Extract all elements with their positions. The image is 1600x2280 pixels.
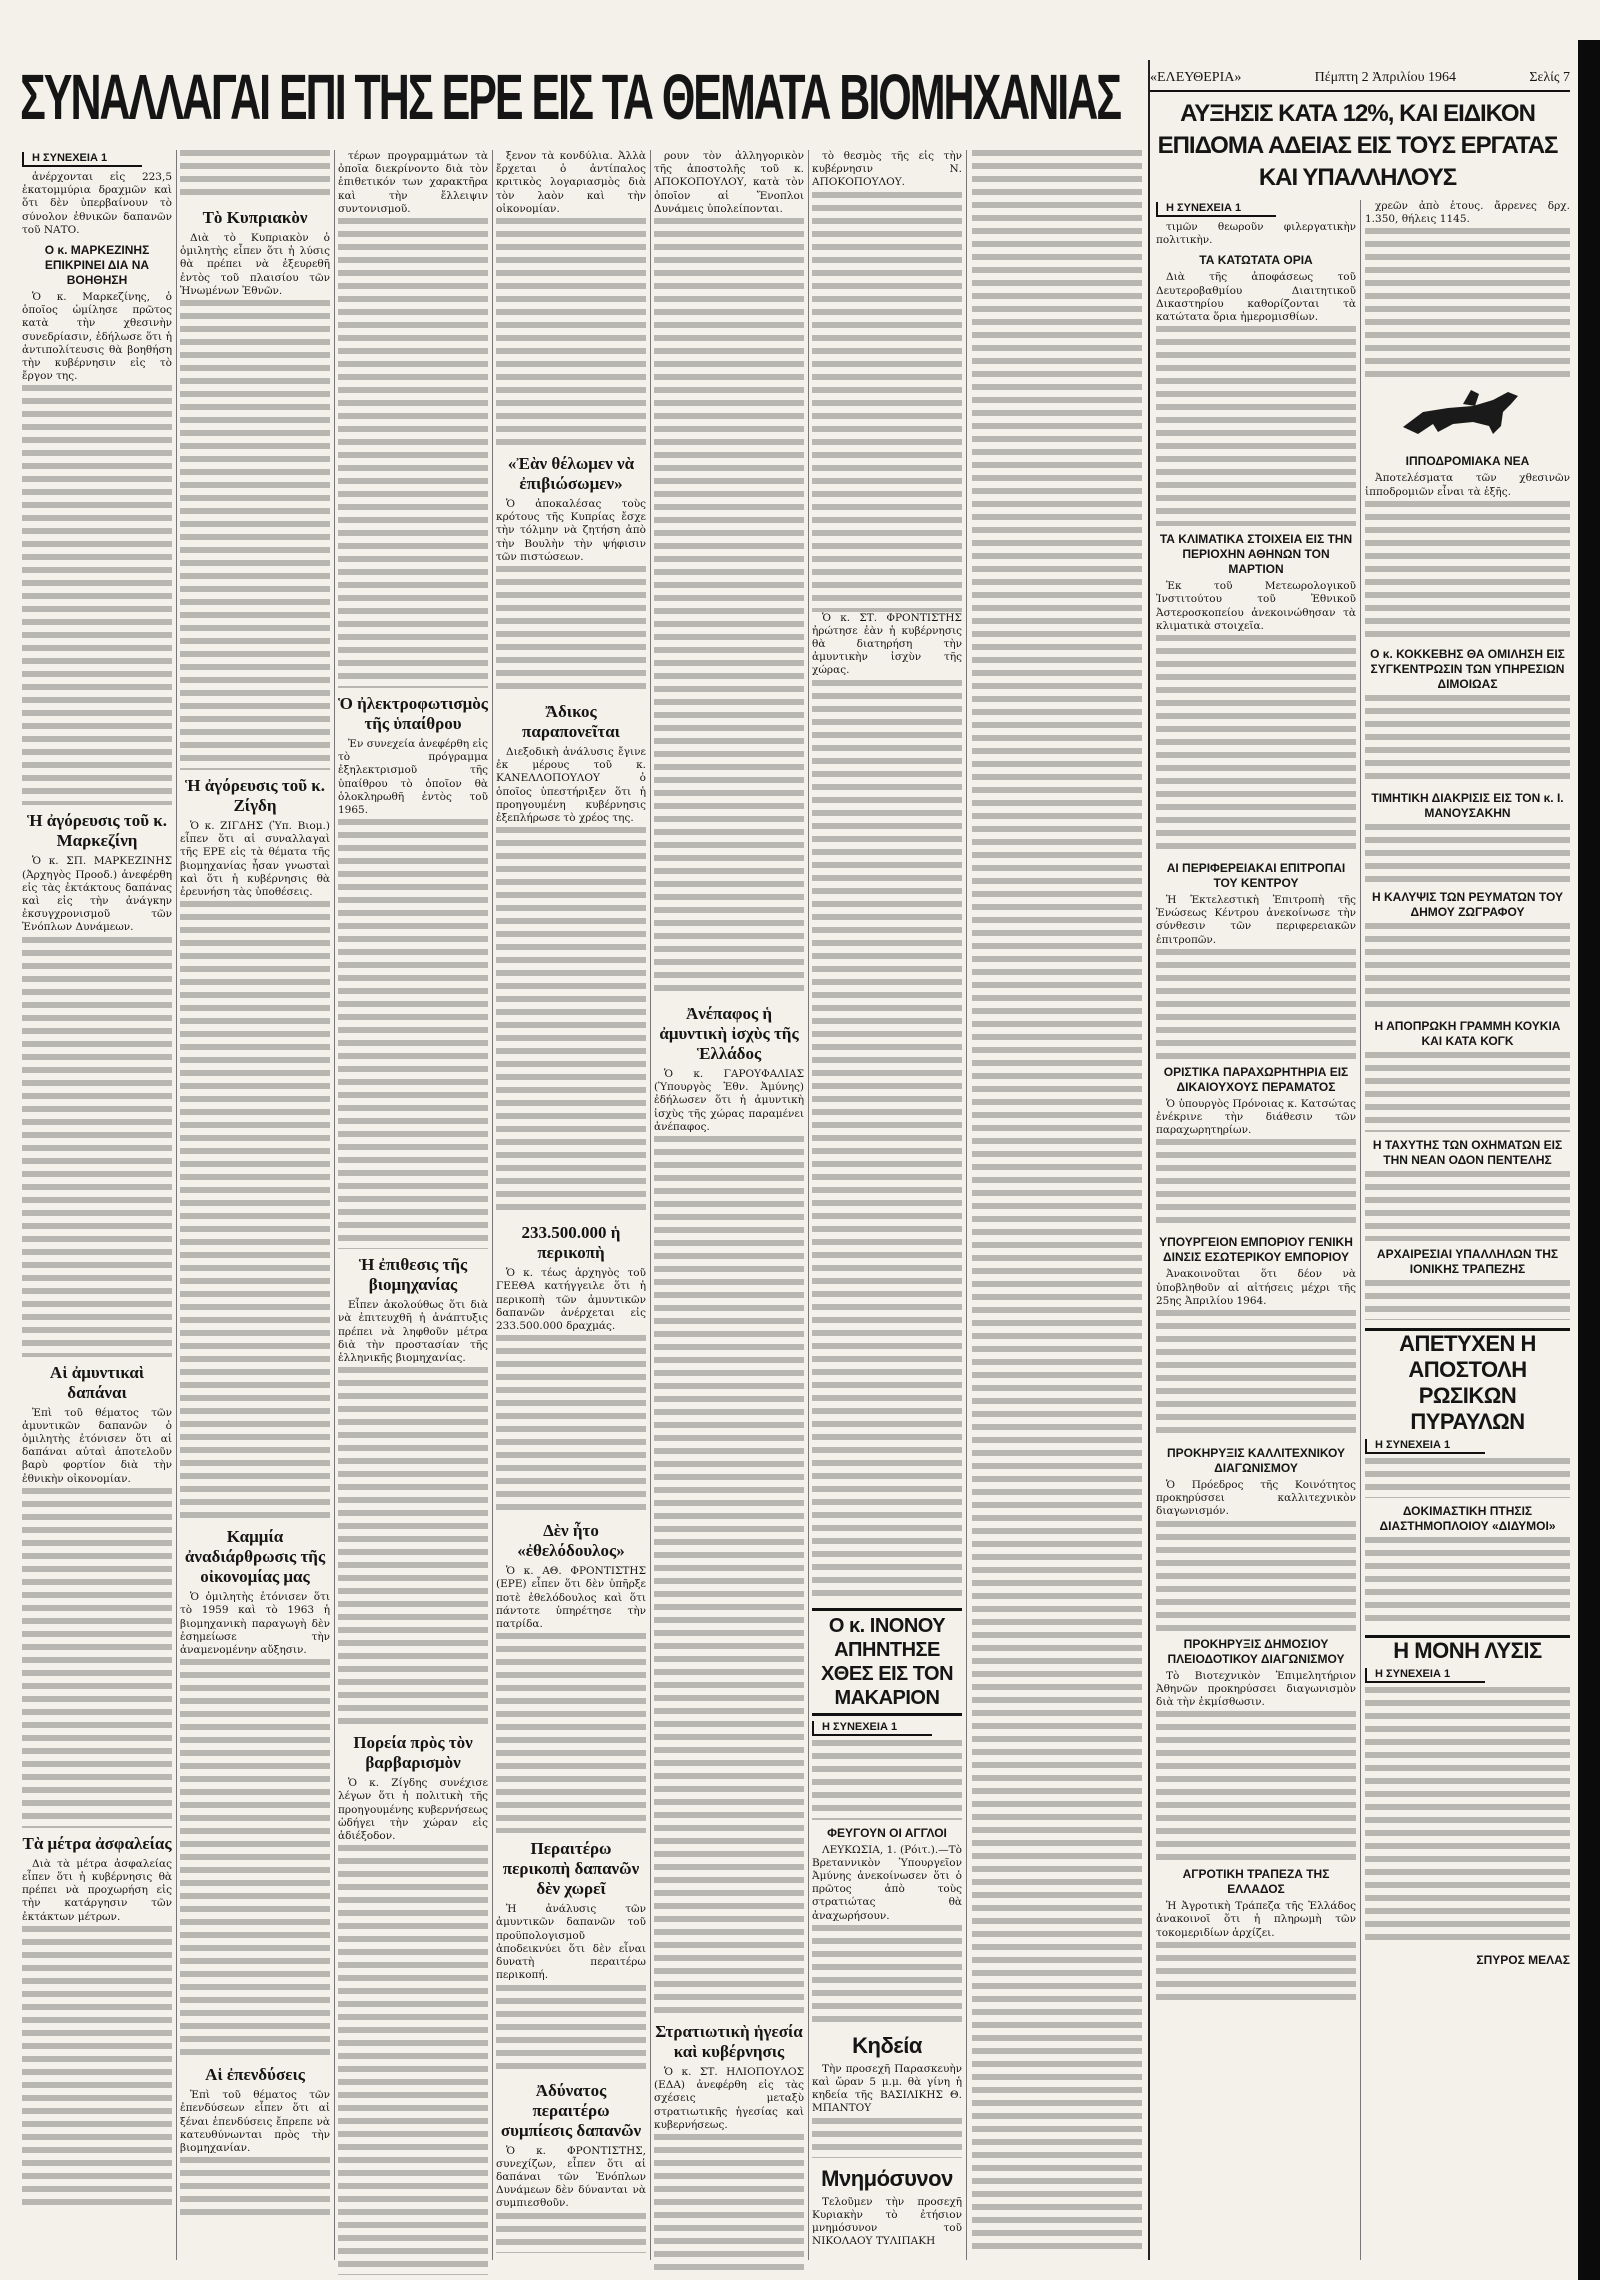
article-paragraph: Ἡ Ἀγροτικὴ Τράπεζα τῆς Ἑλλάδος ἀνακοινοῖ ὅτι ἡ πληρωμὴ τῶν τοκομεριδίων ἀρχίζει. xyxy=(1156,1900,1356,1939)
text-block xyxy=(338,1367,488,1727)
inonu-headline: Ο κ. ΙΝΟΝΟΥ ΑΠΗΝΤΗΣΕ ΧΘΕΣ ΕΙΣ ΤΟΝ ΜΑΚΑΡΙΟΝ xyxy=(812,1608,962,1716)
article-paragraph: ξενον τὰ κονδύλια. Ἀλλὰ ἔρχεται ὁ ἀντίπαλος κριτικὸς λογαριασμὸς διὰ τὸν λαὸν καὶ τὴν οἰκονομίαν. xyxy=(496,150,646,215)
article-paragraph: Ὁ κ. τέως ἀρχηγὸς τοῦ ΓΕΕΘΑ κατήγγειλε ὅτι ἡ περικοπὴ τῶν ἀμυντικῶν δαπανῶν ἀνέρχεται εἰς 233.500.000 δραχμάς. xyxy=(496,1267,646,1333)
subhead-air-line: Η ΑΠΟΠΡΩΚΗ ΓΡΑΜΜΗ ΚΟΥΚΙΑ ΚΑΙ ΚΑΤΑ ΚΟΓΚ xyxy=(1374,1018,1561,1048)
subhead-agricultural-bank: ΑΓΡΟΤΙΚΗ ΤΡΑΠΕΖΑ ΤΗΣ ΕΛΛΑΔΟΣ xyxy=(1182,1867,1330,1897)
section-heading: «Ἐὰν θέλωμεν νὰ ἐπιβιώσωμεν» xyxy=(507,454,635,494)
text-block xyxy=(496,1633,646,1833)
section-heading: Ἄδικος παραπονεῖται xyxy=(522,702,620,742)
article-paragraph: Ὁ Πρόεδρος τῆς Κοινότητος προκηρύσσει καλλιτεχνικὸν διαγωνισμόν. xyxy=(1156,1479,1356,1518)
text-block xyxy=(496,566,646,696)
article-paragraph: Ὁ κ. ΓΑΡΟΥΦΑΛΙΑΣ (Ὑπουργὸς Ἐθν. Ἀμύνης) ἐδήλωσεν ὅτι ἡ ἀμυντικὴ ἰσχὺς τῆς χώρας παραμένει ἀνέπαφος. xyxy=(654,1068,804,1133)
section-heading: Τὰ μέτρα ἀσφαλείας xyxy=(22,1833,172,1853)
section-heading: Ἡ ἐπιθεσις τῆς βιομηχανίας xyxy=(358,1255,468,1295)
article-paragraph: Διὰ τὸ Κυπριακὸν ὁ ὁμιλητὴς εἶπεν ὅτι ἡ λύσις θὰ πρέπει νὰ ἐξευρεθῆ ἐντὸς τοῦ πλαισίου τῶν Ἡνωμένων Ἐθνῶν. xyxy=(180,232,330,297)
memorial-notice-text: Τελοῦμεν τὴν προσεχῆ Κυριακὴν τὸ ἐτήσιον μνημόσυνον τοῦ ΝΙΚΟΛΑΟΥ ΤΥΛΙΠΑΚΗ xyxy=(812,2195,962,2248)
continuation-marker: Η ΣΥΝΕΧΕΙΑ 1 xyxy=(22,152,142,167)
section-heading: Τὸ Κυπριακὸν xyxy=(202,208,308,227)
article-paragraph: Διεξοδικὴ ἀνάλυσις ἔγινε ἐκ μέρους τοῦ κ. ΚΑΝΕΛΛΟΠΟΥΛΟΥ ὁ ὁποῖος ὑπεστήριξεν ὅτι ἡ προηγουμένη κυβέρνησις ἐξεπλήρωσε τὸ χρέος της. xyxy=(496,746,646,825)
page-number: Σελίς 7 xyxy=(1529,70,1570,85)
text-block xyxy=(180,2157,330,2217)
text-block xyxy=(812,2118,962,2158)
text-block xyxy=(812,1925,962,2025)
funeral-notice-text: Τὴν προσεχῆ Παρασκευὴν καὶ ὥραν 5 μ.μ. θὰ γίνη ἡ κηδεία τῆς ΒΑΣΙΛΙΚΗΣ Θ. ΜΠΑΝΤΟΥ xyxy=(812,2062,962,2115)
section-heading: Στρατιωτικὴ ἡγεσία καὶ κυβέρνησις xyxy=(655,2022,803,2062)
column-divider xyxy=(1360,200,1361,2260)
article-paragraph: Ὁ ἀποκαλέσας τοὺς κρότους τῆς Κυπρίας ἔσχε τὴν τόλμην νὰ ζητήση ἀπὸ τὴν Βουλὴν τὴν ψήφισιν τῶν πιστώσεων. xyxy=(496,498,646,563)
text-block xyxy=(1156,1521,1356,1631)
section-heading: Αἱ ἐπενδύσεις xyxy=(205,2065,305,2085)
article-paragraph: Ἐν συνεχεία ἀνεφέρθη εἰς τὸ πρόγραμμα ἐξηλεκτρισμοῦ τῆς ὑπαίθρου τὸ ὁποῖον θὰ ὁλοκληρωθῆ ἐντὸς τοῦ 1965. xyxy=(338,738,488,817)
article-paragraph: Ὁ κ. Μαρκεζίνης, ὁ ὁποῖος ὡμίλησε πρῶτος κατὰ τὴν χθεσινὴν συνεδρίασιν, ἐδήλωσε ὅτι ἡ ἀντιπολίτευσις θὰ βοηθήση τὴν κυβέρνησιν εἰς τὸ ἔργον της. xyxy=(22,291,172,383)
article-paragraph: τιμῶν θεωροῦν φιλεργατικὴν πολιτικὴν. xyxy=(1156,221,1356,247)
section-heading: Καμμία ἀναδιάρθρωσις τῆς οἰκονομίας μας xyxy=(184,1527,326,1587)
section-heading: 233.500.000 ἡ περικοπὴ xyxy=(521,1223,621,1263)
section-heading: Δὲν ἦτο «ἐθελόδουλος» xyxy=(517,1521,625,1561)
section-heading: Ὁ ἠλεκτροφωτισμὸς τῆς ὑπαίθρου xyxy=(338,694,488,734)
text-block xyxy=(812,192,962,612)
article-intro: ἀνέρχονται εἰς 223,5 ἑκατομμύρια δραχμῶν καὶ ὅτι δὲν ὑπερβαίνουν τὸ σύνολον ἐθνικῶν δαπανῶν τοῦ ΝΑΤΟ. xyxy=(22,171,172,236)
article-paragraph: Ἡ Ἐκτελεστικὴ Ἐπιτροπὴ τῆς Ἑνώσεως Κέντρου ἀνεκοίνωσε τὴν σύνθεσιν τῶν περιφερειακῶν ἐπιτροπῶν. xyxy=(1156,894,1356,946)
article-paragraph: Ὁ ὑπουργὸς Πρόνοιας κ. Κατσώτας ἐνέκρινε τὴν διάθεσιν τῶν παραχωρητηρίων. xyxy=(1156,1097,1356,1137)
text-block xyxy=(1365,501,1570,641)
article-paragraph: Ἡ ἀνάλυσις τῶν ἀμυντικῶν δαπανῶν τοῦ προϋπολογισμοῦ ἀποδεικνύει ὅτι δὲν εἶναι δυνατὴ περαιτέρω περικοπή. xyxy=(496,1903,646,1982)
text-block xyxy=(1365,1052,1570,1132)
text-block xyxy=(1365,1687,1570,1947)
article-paragraph: Διὰ τῆς ἀποφάσεως τοῦ Δευτεροβαθμίου Διαιτητικοῦ Δικαστηρίου καθορίζονται τὰ κατώτατα ὅρια ἡμερομισθίων. xyxy=(1156,271,1356,324)
text-block xyxy=(496,827,646,1217)
text-block xyxy=(496,2213,646,2253)
text-block xyxy=(180,901,330,1521)
text-block xyxy=(1365,923,1570,1013)
subhead-british-leave: ΦΕΥΓΟΥΝ ΟΙ ΑΓΓΛΟΙ xyxy=(827,1825,947,1840)
article-paragraph: Ὁ κ. ΑΘ. ΦΡΟΝΤΙΣΤΗΣ (ΕΡΕ) εἶπεν ὅτι δὲν ὑπῆρξε ποτὲ ἐθελόδουλος καὶ ὅτι πάντοτε ὑπηρέτησε τὴν πατρίδα. xyxy=(496,1565,646,1631)
horse-racing-illustration xyxy=(1365,378,1570,448)
article-paragraph: τὸ θεσμὸς τῆς εἰς τὴν κυβέρνησιν Ν. ΑΠΟΚΟΠΟΥΛΟΥ. xyxy=(812,150,962,189)
article-paragraph: Ὁ κ. ΣΤ. ΗΛΙΟΠΟΥΛΟΣ (ΕΔΑ) ἀνεφέρθη εἰς τὰς σχέσεις μεταξὺ στρατιωτικῆς ἡγεσίας καὶ κυβερνήσεως. xyxy=(654,2066,804,2131)
text-block xyxy=(22,1926,172,2206)
funeral-notice-heading: Κηδεία xyxy=(852,2032,922,2058)
text-block xyxy=(180,300,330,770)
text-block xyxy=(1365,228,1570,378)
article-paragraph: Ὁ κ. ΣΠ. ΜΑΡΚΕΖΙΝΗΣ (Ἀρχηγὸς Προοδ.) ἀνεφέρθη εἰς τὰς ἐκτάκτους δαπάνας καὶ εἰς τὴν ἀνάγκην ἐκσυγχρονισμοῦ τῶν Ἐνόπλων Δυνάμεων. xyxy=(22,855,172,934)
subhead-minimum-wages: ΤΑ ΚΑΤΩΤΑΤΑ ΟΡΙΑ xyxy=(1199,253,1313,268)
text-block xyxy=(180,150,330,202)
column-divider xyxy=(650,150,651,2260)
section-heading: Πορεία πρὸς τὸν βαρβαρισμὸν xyxy=(353,1733,473,1773)
article-paragraph: Ἐπὶ τοῦ θέματος τῶν ἀμυντικῶν δαπανῶν ὁ ὁμιλητὴς ἐτόνισεν ὅτι αἱ δαπάναι αὐταὶ ἀποτελοῦν βαρὺ φορτίον διὰ τὴν ἐθνικὴν οἰκονομίαν. xyxy=(22,1406,172,1485)
memorial-notice-heading: Μνημόσυνον xyxy=(821,2165,953,2191)
article-paragraph: Ὁ κ. Ζίγδης συνέχισε λέγων ὅτι ἡ πολιτικὴ τῆς προηγουμένης κυβερνήσεως ὡδήγει τὴν χώραν εἰς ἀδιέξοδον. xyxy=(338,1777,488,1843)
text-block xyxy=(1365,1537,1570,1627)
column-divider xyxy=(176,150,177,2260)
folio-rule xyxy=(1150,90,1570,92)
text-block xyxy=(338,1845,488,2275)
only-solution-headline: Η ΜΟΝΗ ΛΥΣΙΣ xyxy=(1365,1635,1570,1664)
text-block xyxy=(1156,1139,1356,1229)
column-6b xyxy=(972,150,1142,2260)
section-heading: Αἱ ἀμυντικαὶ δαπάναι xyxy=(49,1362,145,1402)
column-divider xyxy=(1148,60,1150,2260)
text-block xyxy=(1365,1458,1570,1498)
text-block xyxy=(812,1740,962,1820)
article-paragraph: ρουν τὸν ἀλληγορικὸν τῆς ἀποστολῆς τοῦ κ. ΑΠΟΚΟΠΟΥΛΟΥ, κατὰ τὸν ὁποῖον αἱ Ἔνοπλοι Δυνάμεις ὑπολείπονται. xyxy=(654,150,804,215)
column-divider xyxy=(492,150,493,2260)
text-block xyxy=(654,1136,804,2016)
article-paragraph: τέρων προγραμμάτων τὰ ὁποῖα διεκρίνοντο διὰ τὸν ἐπιθετικόν των χαρακτῆρα καὶ τὴν ἔλλειψιν συντονισμοῦ. xyxy=(338,150,488,215)
folio-line xyxy=(1150,70,1570,86)
column-3 xyxy=(338,150,488,2260)
text-block xyxy=(1365,1171,1570,1241)
subhead-climate-data: ΤΑ ΚΛΙΜΑΤΙΚΑ ΣΤΟΙΧΕΙΑ ΕΙΣ ΤΗΝ ΠΕΡΙΟΧΗΝ ΑΘΗΝΩΝ ΤΟΝ ΜΑΡΤΙΟΝ xyxy=(1159,532,1353,577)
article-paragraph: Ἀποτελέσματα τῶν χθεσινῶν ἱπποδρομιῶν εἶναι τὰ ἑξῆς. xyxy=(1365,472,1570,498)
column-4 xyxy=(496,150,646,2260)
text-block xyxy=(972,150,1142,2250)
column-8 xyxy=(1365,200,1570,2260)
column-divider xyxy=(966,150,967,2260)
text-block xyxy=(654,218,804,998)
paper-name: «ΕΛΕΥΘΕΡΙΑ» xyxy=(1150,70,1242,85)
article-paragraph: Διὰ τὰ μέτρα ἀσφαλείας εἶπεν ὅτι ἡ κυβέρνησις θὰ πρέπει νὰ προχωρήση εἰς τὴν κατάργησιν τῶν ἐκτάκτων μέτρων. xyxy=(22,1857,172,1923)
text-block xyxy=(812,680,962,1600)
column-6 xyxy=(812,150,962,2260)
article-paragraph: Ἀνακοινοῦται ὅτι δέον νὰ ὑποβληθοῦν αἱ αἰτήσεις μέχρι τῆς 25ης Ἀπριλίου 1964. xyxy=(1156,1268,1356,1307)
text-block xyxy=(22,1488,172,1828)
section-heading: Ἀδύνατος περαιτέρω συμπίεσις δαπανῶν xyxy=(500,2080,642,2140)
text-block xyxy=(1156,1942,1356,2002)
article-paragraph: χρεῶν ἀπὸ ἐτους. ἄρρενες δρχ. 1.350, θήλεις 1145. xyxy=(1365,200,1570,226)
continuation-marker: Η ΣΥΝΕΧΕΙΑ 1 xyxy=(1156,202,1276,217)
column-divider xyxy=(334,150,335,2260)
article-paragraph: Ἐκ τοῦ Μετεωρολογικοῦ Ἰνστιτούτου τοῦ Ἐθνικοῦ Ἀστεροσκοπείου ἀνεκοινώθησαν τὰ κλιματικὰ στοιχεῖα. xyxy=(1156,580,1356,632)
subhead-markezinis: Ο κ. ΜΑΡΚΕΖΙΝΗΣ ΕΠΙΚΡΙΝΕΙ ΔΙΑ ΝΑ ΒΟΗΘΗΣΗ xyxy=(44,243,150,288)
text-block xyxy=(180,1659,330,2059)
page-edge-shadow xyxy=(1578,40,1600,2280)
subhead-art-competition: ΠΡΟΚΗΡΥΞΙΣ ΚΑΛΛΙΤΕΧΝΙΚΟΥ ΔΙΑΓΩΝΙΣΜΟΥ xyxy=(1166,1446,1346,1476)
text-block xyxy=(1365,1280,1570,1320)
issue-date: Πέμπτη 2 Ἀπριλίου 1964 xyxy=(1314,70,1457,85)
subhead-zografou: Η ΚΑΛΥΨΙΣ ΤΩΝ ΡΕΥΜΑΤΩΝ ΤΟΥ ΔΗΜΟΥ ΖΩΓΡΑΦΟΥ xyxy=(1371,889,1564,919)
continuation-marker: Η ΣΥΝΕΧΕΙΑ 1 xyxy=(812,1721,932,1736)
horse-icon xyxy=(1393,382,1543,444)
column-7 xyxy=(1156,200,1356,2260)
subhead-public-tender: ΠΡΟΚΗΡΥΞΙΣ ΔΗΜΟΣΙΟΥ ΠΛΕΙΟΔΟΤΙΚΟΥ ΔΙΑΓΩΝΙΣΜΟΥ xyxy=(1167,1636,1345,1666)
text-block xyxy=(338,218,488,688)
text-block xyxy=(1156,1711,1356,1861)
rockets-headline: ΑΠΕΤΥΧΕΝ Η ΑΠΟΣΤΟΛΗ ΡΩΣΙΚΩΝ ΠΥΡΑΥΛΩΝ xyxy=(1365,1328,1570,1435)
subhead-regional-committees: ΑΙ ΠΕΡΙΦΕΡΕΙΑΚΑΙ ΕΠΙΤΡΟΠΑΙ ΤΟΥ ΚΕΝΤΡΟΥ xyxy=(1166,861,1346,891)
section-heading: Ἀνέπαφος ἡ ἀμυντικὴ ἰσχὺς τῆς Ἑλλάδος xyxy=(659,1004,799,1064)
subhead-ministry-commerce: ΥΠΟΥΡΓΕΙΟΝ ΕΜΠΟΡΙΟΥ ΓΕΝΙΚΗ ΔΙΝΣΙΣ ΕΣΩΤΕΡΙΚΟΥ ΕΜΠΟΡΙΟΥ xyxy=(1159,1235,1353,1265)
continuation-marker: Η ΣΥΝΕΧΕΙΑ 1 xyxy=(1365,1668,1485,1683)
article-paragraph: Ὁ ὁμιλητὴς ἐτόνισεν ὅτι τὸ 1959 καὶ τὸ 1963 ἡ βιομηχανικὴ παραγωγὴ δὲν ἐσημείωσε τὴν ἀναμενομένην αὔξησιν. xyxy=(180,1591,330,1657)
column-divider xyxy=(808,150,809,2260)
text-block xyxy=(496,1335,646,1515)
section-heading: Ἡ ἀγόρευσις τοῦ κ. Ζίγδη xyxy=(185,776,325,816)
column-5 xyxy=(654,150,804,2260)
text-block xyxy=(1365,695,1570,785)
article-paragraph: Ἐπὶ τοῦ θέματος τῶν ἐπενδύσεων εἶπεν ὅτι αἱ ξέναι ἐπενδύσεις ἔπρεπε νὰ κατευθύνωνται πρὸς τὴν βιομηχανίαν. xyxy=(180,2089,330,2155)
subhead-perama-titles: ΟΡΙΣΤΙΚΑ ΠΑΡΑΧΩΡΗΤΗΡΙΑ ΕΙΣ ΔΙΚΑΙΟΥΧΟΥΣ ΠΕΡΑΜΑΤΟΣ xyxy=(1163,1064,1349,1094)
subhead-ionian-bank: ΑΡΧΑΙΡΕΣΙΑΙ ΥΠΑΛΛΗΛΩΝ ΤΗΣ ΙΟΝΙΚΗΣ ΤΡΑΠΕΖΗΣ xyxy=(1376,1246,1559,1276)
article-paragraph: Εἶπεν ἀκολούθως ὅτι διὰ νὰ ἐπιτευχθῆ ἡ ἀνάπτυξις πρέπει νὰ ληφθοῦν μέτρα διὰ τὴν προστασίαν τῆς ἑλληνικῆς βιομηχανίας. xyxy=(338,1299,488,1365)
text-block xyxy=(338,819,488,1249)
article-paragraph: Ὁ κ. ΣΤ. ΦΡΟΝΤΙΣΤΗΣ ἠρώτησε ἐὰν ἡ κυβέρνησις θὰ διατηρήση τὴν ἀμυντικὴν ἰσχὺν τῆς χώρας. xyxy=(812,611,962,677)
text-block xyxy=(496,218,646,448)
section-heading: Ἡ ἀγόρευσις τοῦ κ. Μαρκεζίνη xyxy=(27,811,167,851)
subhead-horse-racing: ΙΠΠΟΔΡΟΜΙΑΚΑ ΝΕΑ xyxy=(1405,454,1530,469)
text-block xyxy=(654,2134,804,2274)
article-paragraph: Ὁ κ. ΦΡΟΝΤΙΣΤΗΣ, συνεχίζων, εἶπεν ὅτι αἱ δαπάναι τῶν Ἐνόπλων Δυνάμεων δὲν δύνανται νὰ συμπιεσθοῦν. xyxy=(496,2144,646,2210)
author-signature: ΣΠΥΡΟΣ ΜΕΛΑΣ xyxy=(1476,1952,1570,1967)
text-block xyxy=(22,385,172,805)
article-paragraph: ΛΕΥΚΩΣΙΑ, 1. (Ρόιτ.).—Τὸ Βρεταννικὸν Ὑπουργεῖον Ἀμύνης ἀνεκοίνωσεν ὅτι ὁ πρῶτος ἀπὸ τοὺς στρατιώτας θὰ ἀναχωρήσουν. xyxy=(812,1843,962,1922)
text-block xyxy=(496,1985,646,2075)
article-paragraph: Τὸ Βιοτεχνικὸν Ἐπιμελητήριον Ἀθηνῶν προκηρύσσει διαγωνισμὸν διὰ τὴν ἐκμίσθωσιν. xyxy=(1156,1669,1356,1709)
text-block xyxy=(22,937,172,1357)
main-headline: ΣΥΝΑΛΛΑΓΑΙ ΕΠΙ ΤΗΣ ΕΡΕ ΕΙΣ ΤΑ ΘΕΜΑΤΑ ΒΙΟΜΗΧΑΝΙΑΣ xyxy=(20,61,1121,133)
column-2 xyxy=(180,150,330,2260)
text-block xyxy=(1156,949,1356,1059)
text-block xyxy=(1365,824,1570,884)
subhead-kokkevis: Ο κ. ΚΟΚΚΕΒΗΣ ΘΑ ΟΜΙΛΗΣΗ ΕΙΣ ΣΥΓΚΕΝΤΡΩΣΙΝ ΤΩΝ ΥΠΗΡΕΣΙΩΝ ΔΙΜΟΙΩΑΣ xyxy=(1370,646,1565,691)
subhead-gemini: ΔΟΚΙΜΑΣΤΙΚΗ ΠΤΗΣΙΣ ΔΙΑΣΤΗΜΟΠΛΟΙΟΥ «ΔΙΔΥΜΟΙ» xyxy=(1379,1503,1556,1533)
text-block xyxy=(1156,1310,1356,1440)
column-1 xyxy=(22,150,172,2260)
wage-increase-headline: ΑΥΞΗΣΙΣ ΚΑΤΑ 12%, ΚΑΙ ΕΙΔΙΚΟΝ ΕΠΙΔΟΜΑ ΑΔΕΙΑΣ ΕΙΣ ΤΟΥΣ ΕΡΓΑΤΑΣ ΚΑΙ ΥΠΑΛΛΗΛΟΥΣ xyxy=(1157,100,1558,191)
article-paragraph: Ὁ κ. ΖΙΓΔΗΣ (Ὑπ. Βιομ.) εἶπεν ὅτι αἱ συναλλαγαὶ τῆς ΕΡΕ εἰς τὰ θέματα τῆς βιομηχανίας ἦσαν γνωσταὶ καὶ ὅτι ἡ κυβέρνησις θὰ ἐρευνήση τὰς ὑποθέσεις. xyxy=(180,820,330,899)
text-block xyxy=(1156,326,1356,526)
text-block xyxy=(1156,635,1356,855)
continuation-marker: Η ΣΥΝΕΧΕΙΑ 1 xyxy=(1365,1439,1485,1454)
section-heading: Περαιτέρω περικοπὴ δαπανῶν δὲν χωρεῖ xyxy=(502,1839,640,1899)
subhead-manousakis: ΤΙΜΗΤΙΚΗ ΔΙΑΚΡΙΣΙΣ ΕΙΣ ΤΟΝ κ. Ι. ΜΑΝΟΥΣΑΚΗΝ xyxy=(1371,790,1564,820)
subhead-penteli-road: Η ΤΑΧΥΤΗΣ ΤΩΝ ΟΧΗΜΑΤΩΝ ΕΙΣ ΤΗΝ ΝΕΑΝ ΟΔΟΝ ΠΕΝΤΕΛΗΣ xyxy=(1372,1137,1563,1167)
